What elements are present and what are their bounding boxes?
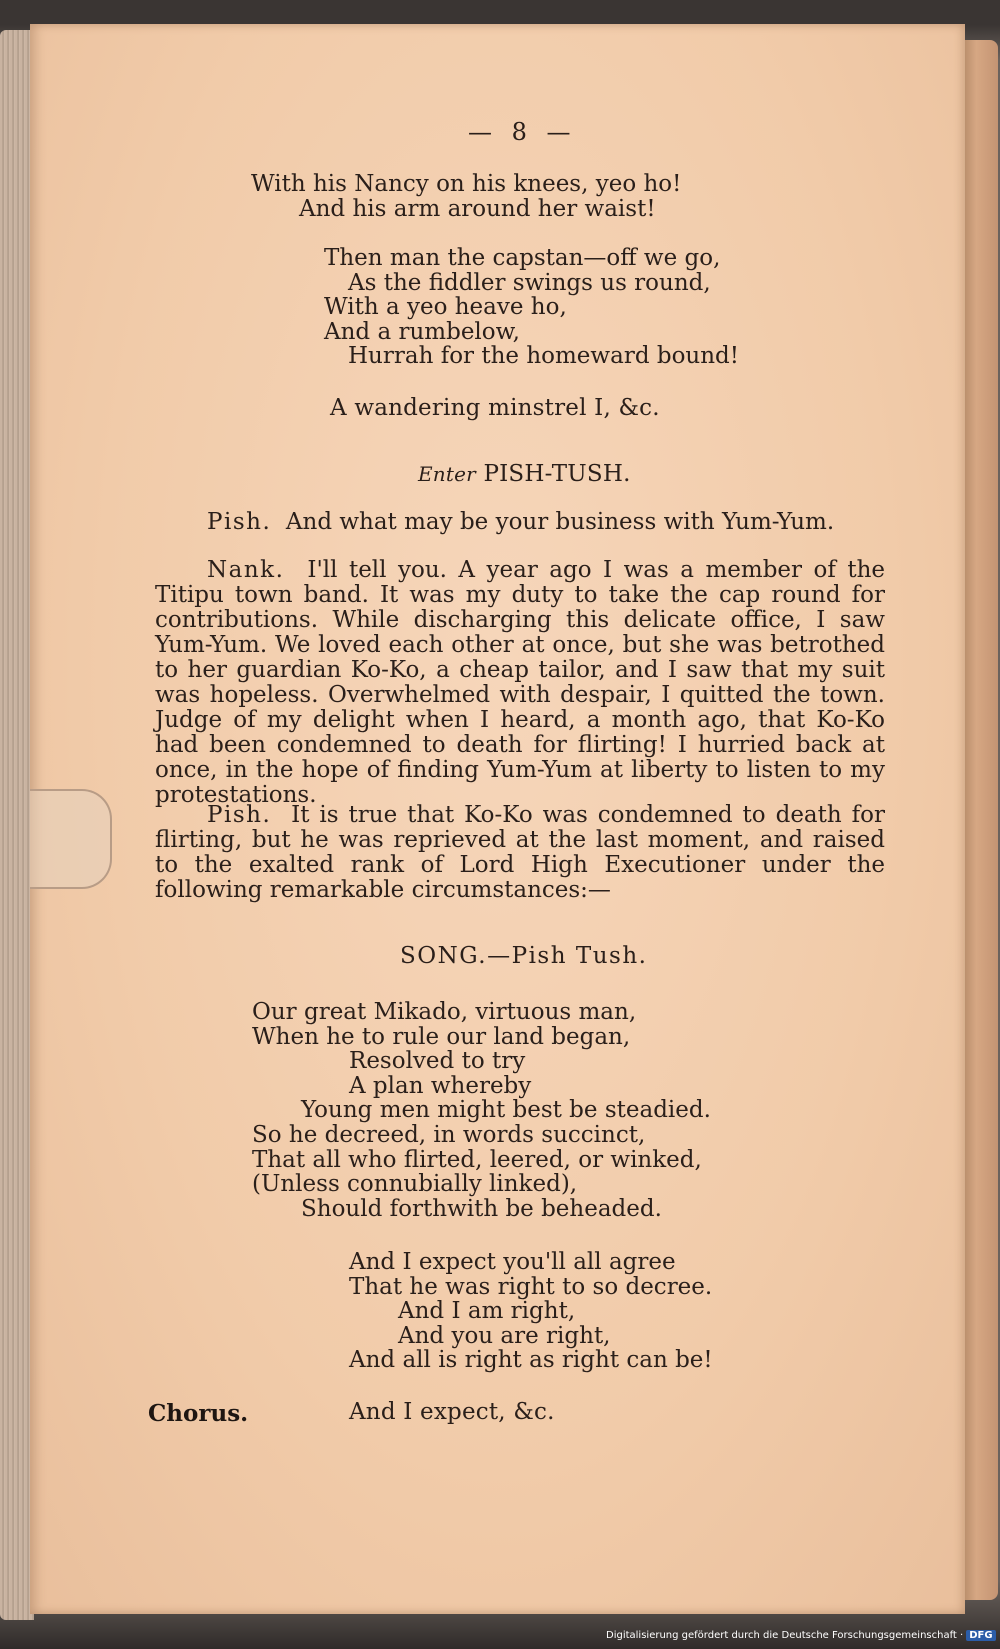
refrain-line: A wandering minstrel I, &c. [330,395,660,421]
song-line: Resolved to try [349,1048,526,1075]
song-line: And I expect you'll all agree [349,1249,676,1275]
speaker-name: Pish. [207,802,272,828]
speaker-name: Nank. [207,557,285,583]
song-line: When he to rule our land began, [252,1023,631,1050]
speaker-name: Pish. [207,509,272,535]
song-stanza [252,1000,711,1221]
dialogue-text: I'll tell you. A year ago I was a member of the Titipu town band. It was my duty to take the cap round for contributions. While discharging this delicate office, I saw Yum-Yum. We loved each other at once, but she was betrothed to her guardian Ko-Ko, a cheap tailor, and I saw that my suit was hopeless. Overwhelmed with despair, I quitted the town. Judge of my delight when I heard, a month ago, that Ko-Ko had been condemned to death for flirting! I hurried back at once, in the hope of finding Yum-Yum at liberty to listen to my protestations. [155,557,885,808]
verse-line: And a rumbelow, [324,318,520,345]
verse-line: With his Nancy on his knees, yeo ho! [251,171,682,197]
song-line: (Unless connubially linked), [252,1171,578,1198]
song-line: Our great Mikado, virtuous man, [252,999,637,1025]
verse-2 [324,246,739,369]
song-line: And all is right as right can be! [349,1347,713,1374]
dialogue-pish-2 [155,803,885,903]
verse-line: Then man the capstan—off we go, [324,245,721,271]
book-cover-edge [962,40,998,1600]
page-stack-edge [0,30,34,1620]
page-tab-marker [30,789,112,889]
dialogue-text: It is true that Ko-Ko was condemned to death for flirting, but he was reprieved at the last moment, and raised to the exalted rank of Lord High Executioner under the following remarkable circumstances:— [155,802,885,903]
song-line: A plan whereby [349,1072,532,1099]
song-line: Young men might best be steadied. [301,1097,711,1124]
dialogue-pish-1 [155,510,885,535]
dialogue-text: And what may be your business with Yum-Yum. [285,509,835,535]
stage-direction [418,462,631,487]
song-line: So he decreed, in words succinct, [252,1121,646,1148]
verse-line: And his arm around her waist! [299,195,656,222]
stage-direction-character: PISH-TUSH. [483,461,631,487]
page-number: — 8 — [468,118,577,146]
song-line: And you are right, [398,1322,611,1349]
digitization-credit [606,1630,996,1641]
verse-line: With a yeo heave ho, [324,294,567,321]
verse-line: Hurrah for the homeward bound! [348,343,740,370]
verse-line: As the fiddler swings us round, [348,269,711,296]
song-line: That he was right to so decree. [349,1273,713,1300]
song-line: And I am right, [398,1298,576,1325]
song-line: That all who flirted, leered, or winked, [252,1146,702,1173]
song-title: SONG.—Pish Tush. [400,943,648,969]
chorus-label: Chorus. [148,1400,249,1427]
dfg-logo: DFG [966,1630,995,1641]
verse-1 [251,172,681,221]
chorus-text: And I expect, &c. [349,1399,555,1425]
credit-text: Digitalisierung gefördert durch die Deutsche Forschungsgemeinschaft · [606,1630,964,1641]
song-refrain [349,1250,713,1373]
dialogue-nank [155,558,885,808]
stage-direction-enter: Enter [418,462,476,486]
song-line: Should forthwith be beheaded. [301,1195,662,1222]
